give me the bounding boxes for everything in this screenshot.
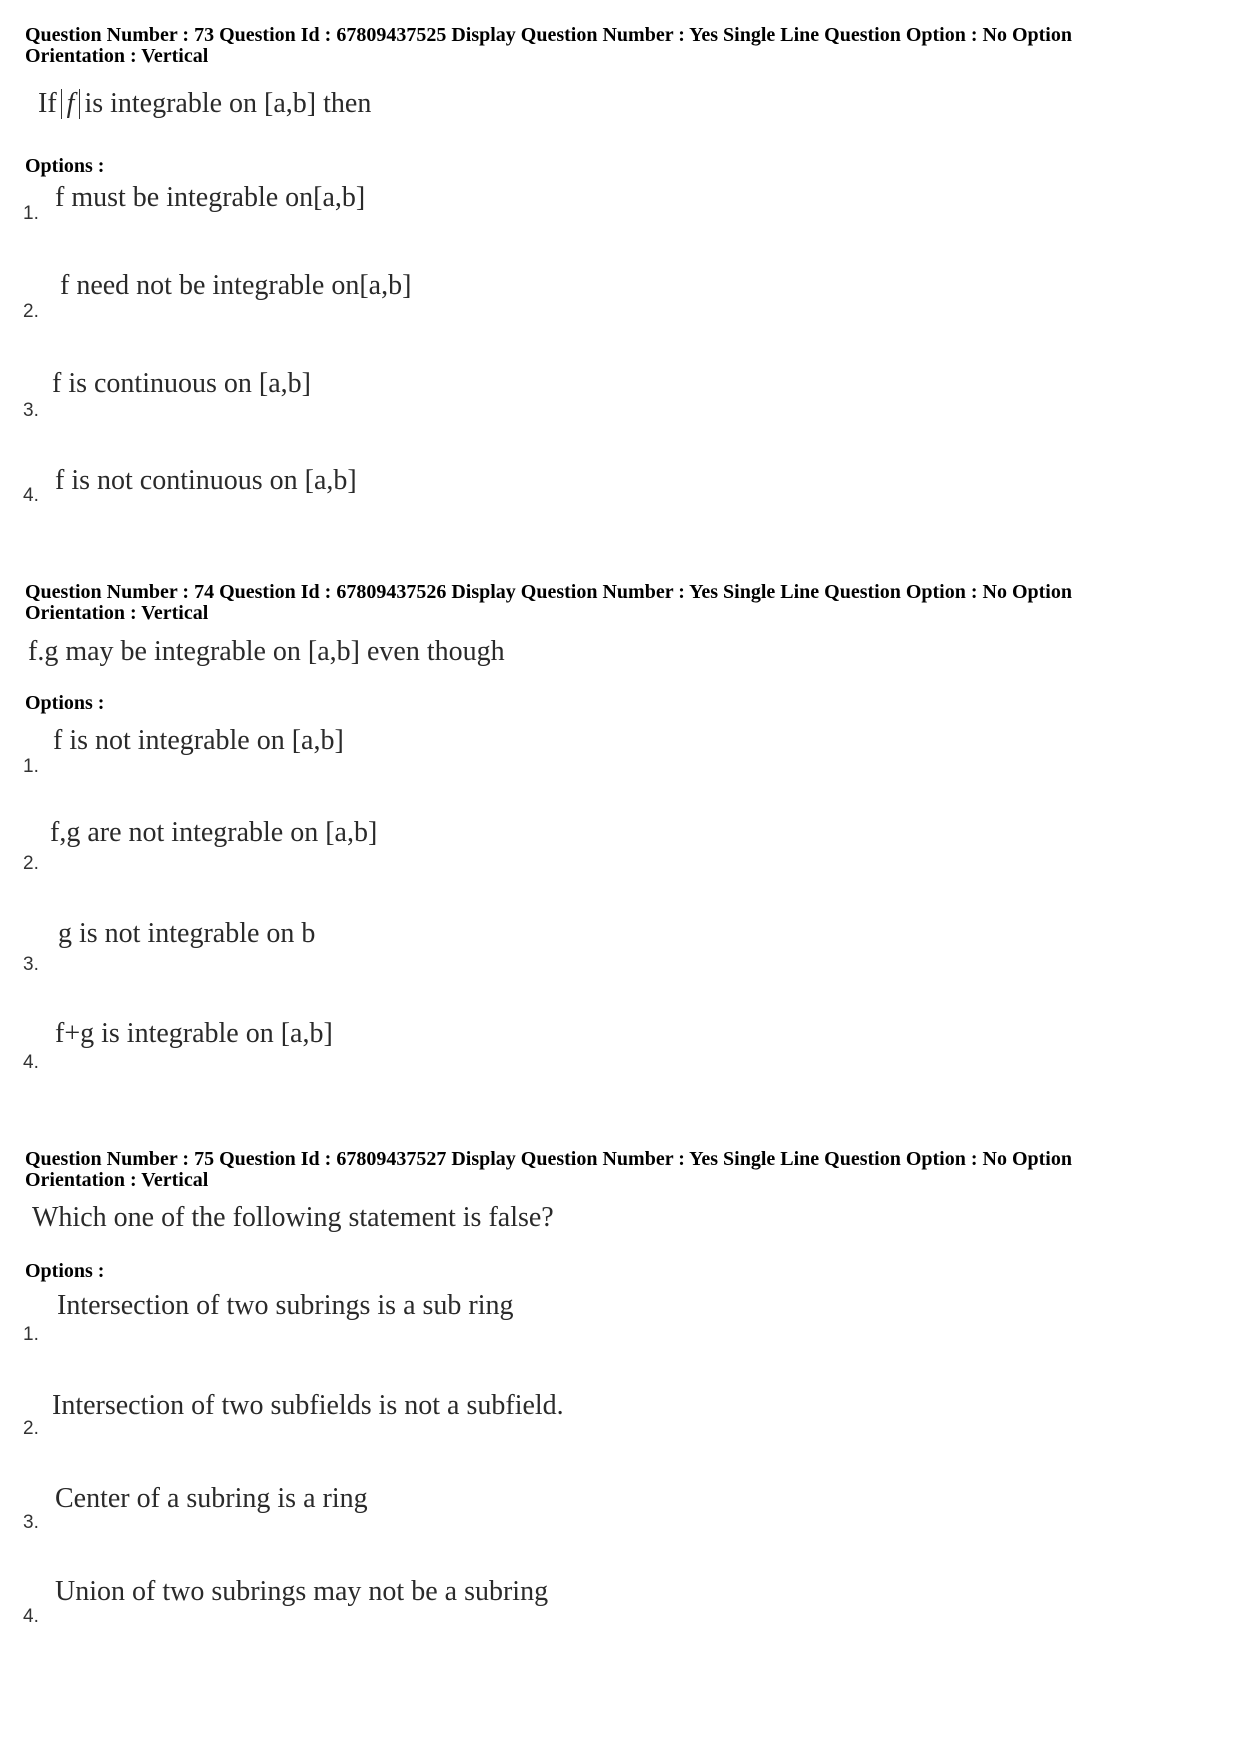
stem-suffix: is integrable on [a,b] then	[84, 88, 372, 119]
option-number: 1.	[23, 1324, 39, 1345]
question-stem	[38, 88, 371, 120]
meta-line-1: Question Number : 74 Question Id : 67809437526 Display Question Number : Yes Single Line Question Option : No Option	[25, 581, 1072, 603]
option-text: f+g is integrable on [a,b]	[55, 1018, 333, 1049]
option-number: 3.	[23, 400, 39, 421]
option-number: 1.	[23, 203, 39, 224]
option-text: Intersection of two subrings is a sub ring	[57, 1290, 514, 1321]
option-number: 4.	[23, 1606, 39, 1627]
option-number: 2.	[23, 301, 39, 322]
option-number: 4.	[23, 1052, 39, 1073]
option-number: 4.	[23, 485, 39, 506]
option-number: 3.	[23, 954, 39, 975]
option-text: f need not be integrable on[a,b]	[60, 270, 412, 301]
options-label: Options :	[25, 692, 105, 714]
option-text: f is continuous on [a,b]	[52, 368, 311, 399]
options-label: Options :	[25, 1260, 105, 1282]
option-number: 2.	[23, 853, 39, 874]
meta-line-2: Orientation : Vertical	[25, 45, 209, 67]
option-number: 1.	[23, 756, 39, 777]
meta-line-1: Question Number : 73 Question Id : 67809437525 Display Question Number : Yes Single Line Question Option : No Option	[25, 24, 1072, 46]
option-text: Center of a subring is a ring	[55, 1483, 368, 1514]
option-number: 2.	[23, 1418, 39, 1439]
option-text: f,g are not integrable on [a,b]	[50, 817, 378, 848]
option-number: 3.	[23, 1512, 39, 1533]
option-text: Union of two subrings may not be a subring	[55, 1576, 549, 1607]
stem-prefix: If	[38, 88, 57, 119]
meta-line-2: Orientation : Vertical	[25, 602, 209, 624]
options-label: Options :	[25, 155, 105, 177]
abs-f-symbol: f	[61, 89, 81, 119]
question-meta	[25, 25, 1205, 67]
option-text: f is not continuous on [a,b]	[55, 465, 357, 496]
meta-line-1: Question Number : 75 Question Id : 67809437527 Display Question Number : Yes Single Line Question Option : No Option	[25, 1148, 1072, 1170]
option-text: f must be integrable on[a,b]	[55, 182, 366, 213]
question-stem: Which one of the following statement is false?	[32, 1202, 554, 1233]
option-text: f is not integrable on [a,b]	[53, 725, 344, 756]
question-stem: f.g may be integrable on [a,b] even though	[28, 636, 505, 667]
question-meta	[25, 582, 1205, 624]
meta-line-2: Orientation : Vertical	[25, 1169, 209, 1191]
option-text: Intersection of two subfields is not a subfield.	[52, 1390, 564, 1421]
question-meta	[25, 1149, 1205, 1191]
option-text: g is not integrable on b	[58, 918, 316, 949]
